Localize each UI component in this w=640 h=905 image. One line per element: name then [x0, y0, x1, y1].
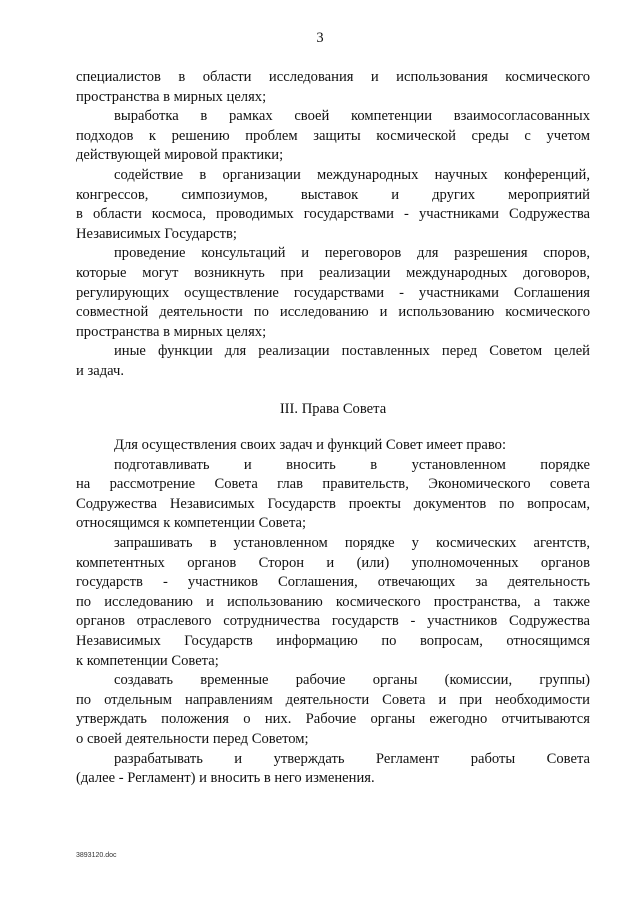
text-line: относящимся к компетенции Совета; — [76, 515, 307, 532]
text-line: содействие в организации международных научных конференций, — [114, 166, 590, 183]
text-line: утверждать положения о них. Рабочие органы ежегодно отчитываются — [76, 711, 590, 728]
paragraph — [76, 750, 590, 789]
document-body — [76, 68, 590, 789]
text-line: Независимых Государств; — [76, 225, 237, 242]
text-line: государств - участников Соглашения, отвечающих за деятельность — [76, 574, 590, 591]
text-line: по отдельным направлениям деятельности Совета и при необходимости — [76, 691, 590, 708]
text-line: Для осуществления своих задач и функций Совет имеет право: — [114, 437, 506, 454]
text-line: конгрессов, симпозиумов, выставок и других мероприятий — [76, 186, 590, 203]
paragraph — [76, 166, 590, 244]
text-line: компетентных органов Сторон и (или) уполномоченных органов — [76, 554, 590, 571]
text-line: на рассмотрение Совета глав правительств, Экономического совета — [76, 476, 590, 493]
text-line: пространства в мирных целях; — [76, 323, 267, 340]
text-line: к компетенции Совета; — [76, 652, 219, 669]
page-number: 3 — [316, 30, 324, 46]
text-line: органов отраслевого сотрудничества государств - участников Содружества — [76, 613, 590, 630]
text-line: Содружества Независимых Государств проекты документов по вопросам, — [76, 495, 590, 512]
paragraph — [76, 671, 590, 749]
text-line: совместной деятельности по исследованию и использованию космического — [76, 304, 590, 321]
document-file-code: 3893120.doc — [76, 852, 117, 859]
paragraph — [76, 68, 590, 107]
text-line: иные функции для реализации поставленных перед Советом целей — [114, 343, 590, 360]
text-line: специалистов в области исследования и использования космического — [76, 69, 590, 85]
paragraph — [76, 244, 590, 342]
paragraph — [76, 107, 590, 166]
text-line: выработка в рамках своей компетенции взаимосогласованных — [114, 108, 590, 125]
paragraph — [76, 456, 590, 534]
text-line: в области космоса, проводимых государствами - участниками Содружества — [76, 206, 590, 223]
text-line: запрашивать в установленном порядке у космических агентств, — [114, 535, 590, 552]
paragraph — [76, 436, 590, 456]
text-line: по исследованию и использованию космического пространства, а также — [76, 593, 590, 610]
text-line: создавать временные рабочие органы (комиссии, группы) — [114, 672, 590, 689]
text-line: действующей мировой практики; — [76, 147, 284, 164]
text-line: регулирующих осуществление государствами - участниками Соглашения — [76, 284, 590, 301]
section-title: III. Права Совета — [279, 400, 387, 417]
paragraph — [76, 534, 590, 671]
text-line: пространства в мирных целях; — [76, 88, 267, 105]
paragraphs-bottom — [76, 436, 590, 789]
text-line: подготавливать и вносить в установленном порядке — [114, 456, 590, 473]
text-line: и задач. — [76, 362, 125, 379]
paragraph — [76, 342, 590, 381]
text-line: Независимых Государств информацию по вопросам, относящимся — [76, 633, 590, 650]
text-line: (далее - Регламент) и вносить в него изменения. — [76, 770, 375, 787]
text-line: подходов к решению проблем защиты космической среды с учетом — [76, 127, 590, 144]
paragraphs-top — [76, 68, 590, 382]
text-line: которые могут возникнуть при реализации международных договоров, — [76, 264, 590, 281]
text-line: проведение консультаций и переговоров для разрешения споров, — [114, 245, 590, 262]
text-line: разрабатывать и утверждать Регламент работы Совета — [114, 750, 590, 767]
text-line: о своей деятельности перед Советом; — [76, 731, 309, 747]
